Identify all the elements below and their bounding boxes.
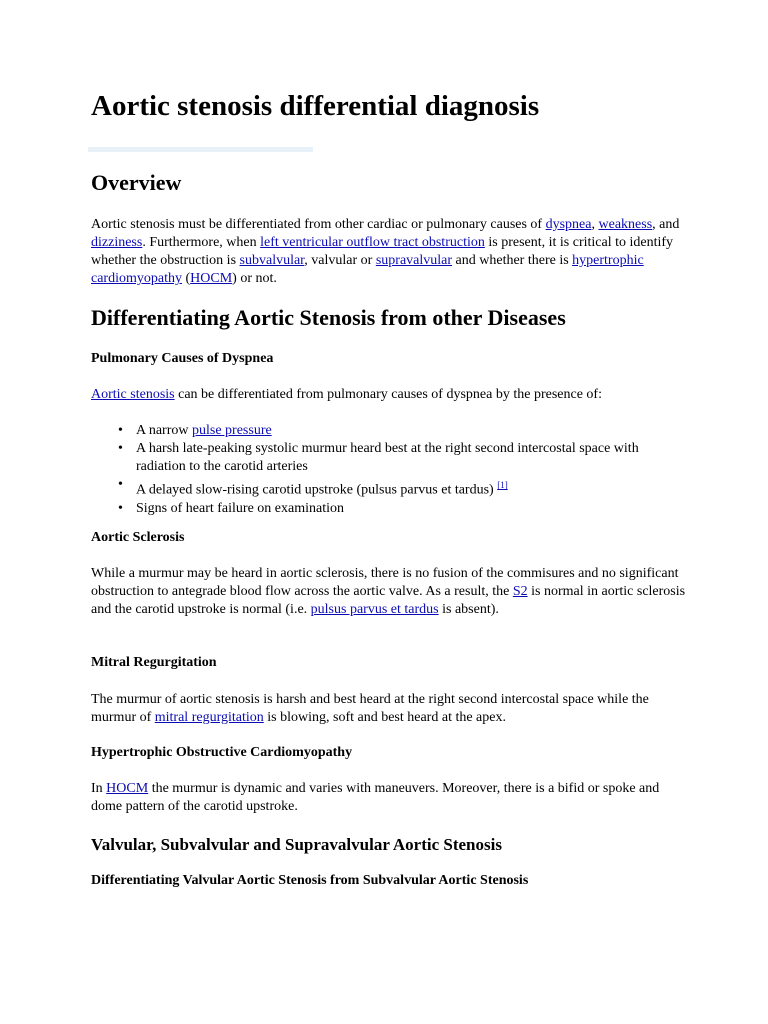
link-dyspnea[interactable]: dyspnea	[545, 217, 592, 232]
valvular-heading: Valvular, Subvalvular and Supravalvular Aortic Stenosis	[91, 835, 502, 854]
link-dizziness[interactable]: dizziness	[91, 235, 143, 250]
link-lvot-obstruction[interactable]: left ventricular outflow tract obstruction	[260, 235, 485, 250]
pulmonary-intro: Aortic stenosis can be differentiated from pulmonary causes of dyspnea by the presence of:	[91, 387, 602, 402]
link-s2[interactable]: S2	[512, 584, 528, 599]
link-mitral-regurgitation[interactable]: mitral regurgitation	[154, 710, 264, 725]
link-hypertrophic-cardiomyopathy[interactable]: hypertrophic cardiomyopathy	[91, 253, 644, 286]
overview-paragraph: Aortic stenosis must be differentiated from other cardiac or pulmonary causes of dyspnea, weakness, and dizziness. Furthermore, when left ventricular outflow tract obstruction is present, it is critical to identify whether the obstruction is subvalvular, valvular or supravalvular and whether there is hypertrophic cardiomyopathy (HOCM) or not.	[91, 217, 680, 286]
sclerosis-paragraph: While a murmur may be heard in aortic sclerosis, there is no fusion of the commisures and no significant obstruction to antegrade blood flow across the aortic valve. As a result, the S2 is normal in aortic sclerosis and the carotid upstroke is normal (i.e. pulsus parvus et tardus is absent).	[91, 566, 686, 617]
list-item: • A delayed slow-rising carotid upstroke (pulsus parvus et tardus) [1]	[91, 476, 691, 500]
list-item: • Signs of heart failure on examination	[91, 500, 691, 518]
title-underline	[88, 147, 313, 152]
link-subvalvular[interactable]: subvalvular	[239, 253, 305, 268]
mitral-paragraph: The murmur of aortic stenosis is harsh and best heard at the right second intercostal space while the murmur of mitral regurgitation is blowing, soft and best heard at the apex.	[91, 692, 649, 725]
link-supravalvular[interactable]: supravalvular	[375, 253, 453, 268]
differentiating-heading: Differentiating Aortic Stenosis from other Diseases	[91, 305, 566, 330]
overview-heading: Overview	[91, 170, 182, 195]
link-pulsus-parvus-et-tardus[interactable]: pulsus parvus et tardus	[310, 602, 439, 617]
link-aortic-stenosis[interactable]: Aortic stenosis	[91, 387, 175, 402]
pulmonary-heading: Pulmonary Causes of Dyspnea	[91, 351, 274, 366]
list-item: • A narrow pulse pressure	[91, 422, 691, 440]
sclerosis-heading: Aortic Sclerosis	[91, 530, 185, 545]
list-item: • A harsh late-peaking systolic murmur heard best at the right second intercostal space with radiation to the carotid arteries	[91, 440, 691, 476]
link-weakness[interactable]: weakness	[598, 217, 653, 232]
page-title: Aortic stenosis differential diagnosis	[91, 90, 540, 122]
link-pulse-pressure[interactable]: pulse pressure	[192, 423, 272, 438]
mitral-heading: Mitral Regurgitation	[91, 655, 217, 670]
link-hocm-2[interactable]: HOCM	[106, 781, 149, 796]
pulmonary-findings-list	[91, 422, 691, 518]
link-hocm[interactable]: HOCM	[190, 271, 233, 286]
reference-link-1[interactable]: [1]	[497, 480, 508, 490]
hocm-heading: Hypertrophic Obstructive Cardiomyopathy	[91, 745, 353, 760]
hocm-paragraph: In HOCM the murmur is dynamic and varies with maneuvers. Moreover, there is a bifid or spoke and dome pattern of the carotid upstroke.	[91, 781, 660, 814]
valvular-subheading: Differentiating Valvular Aortic Stenosis from Subvalvular Aortic Stenosis	[91, 873, 529, 888]
